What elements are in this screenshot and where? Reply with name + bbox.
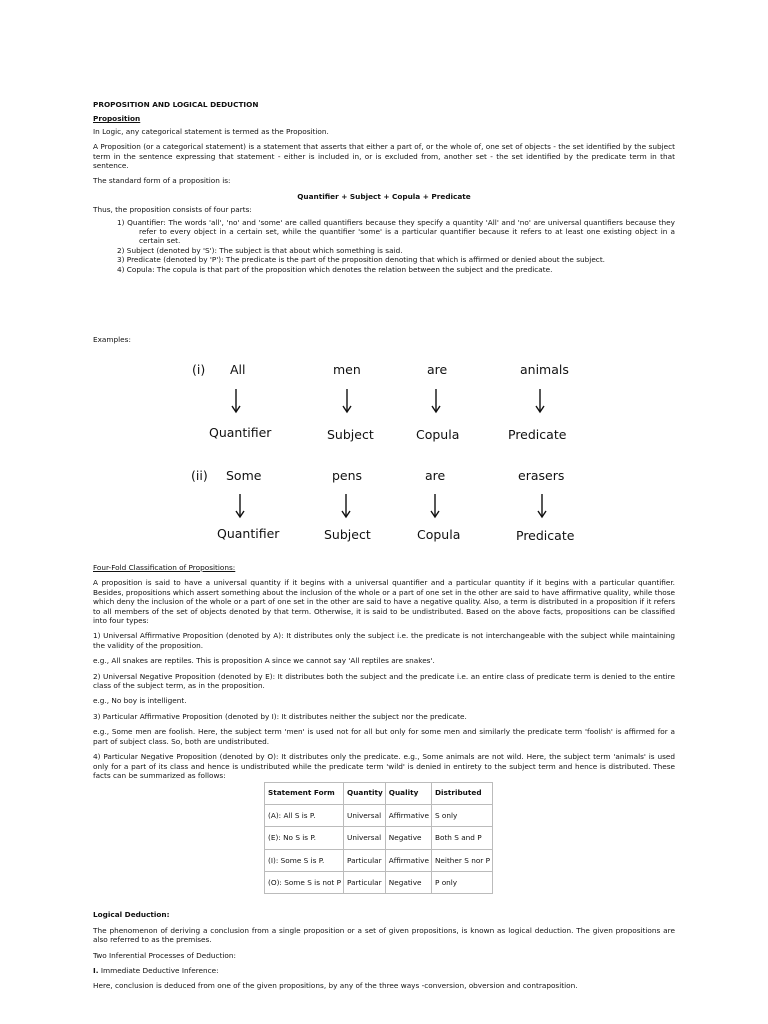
fourfold-intro: A proposition is said to have a universal quantity if it begins with a universal quantifier and a particular quantity if it begins with a particular quantifier. Besides, propositions which assert something about the inclusion of the whole or a part of one set in the other are said to have affirmative quality, while those which deny the inclusion of the whole or a part of one set in the other are said to have a negative quality. Also, a term is distributed in a proposition if it refers to all members of the set of objects denoted by that term. Otherwise, it is said to be undistributed. Based on the above facts, propositions can be classified into four types: <box>93 578 675 626</box>
table-cell: (A): All S is P. <box>265 804 344 826</box>
example-role: Copula <box>416 427 460 442</box>
examples-label: Examples: <box>93 335 131 344</box>
table-header-row <box>265 783 493 804</box>
table-header: Statement Form <box>265 783 344 804</box>
table-cell: (I): Some S is P. <box>265 849 344 871</box>
example-role: Quantifier <box>209 425 272 440</box>
immediate-paragraph: Here, conclusion is deduced from one of the given propositions, by any of the three ways -conversion, obversion and contraposition. <box>93 981 578 991</box>
example-role: Predicate <box>508 427 567 442</box>
parts-list <box>117 218 675 274</box>
type-example: e.g., No boy is intelligent. <box>93 696 187 706</box>
example-role: Subject <box>324 527 371 542</box>
example-role: Predicate <box>516 528 575 543</box>
type-description: 1) Universal Affirmative Proposition (denoted by A): It distributes only the subject i.e. the predicate is not interchangeable with the subject while maintaining the validity of the proposition. <box>93 631 675 650</box>
down-arrow-icon <box>339 493 353 519</box>
table-row <box>265 849 493 871</box>
table-cell: Particular <box>344 871 386 893</box>
example-role: Copula <box>417 527 461 542</box>
example-word: Some <box>226 468 262 483</box>
table-header: Distributed <box>431 783 492 804</box>
down-arrow-icon <box>533 388 547 414</box>
table-cell: (E): No S is P. <box>265 827 344 849</box>
immediate-number: I. <box>93 965 99 975</box>
table-row <box>265 871 493 893</box>
part-item: 3) Predicate (denoted by 'P'): The predicate is the part of the proposition denoting that which is affirmed or denied about the subject. <box>117 255 605 265</box>
table-cell: Negative <box>385 871 431 893</box>
page-title: PROPOSITION AND LOGICAL DEDUCTION <box>93 100 259 109</box>
down-arrow-icon <box>233 493 247 519</box>
table-cell: S only <box>431 804 492 826</box>
definition-paragraph: A Proposition (or a categorical statement) is a statement that asserts that either a part of, or the whole of, one set of objects - the set identified by the subject term in the sentence expressing that statement - either is included in, or is excluded from, another set - the set identified by the predicate term in that sentence. <box>93 142 675 171</box>
deduction-paragraph: The phenomenon of deriving a conclusion from a single proposition or a set of given propositions, is known as logical deduction. The given propositions are also referred to as the premises. <box>93 925 675 945</box>
table-cell: Particular <box>344 849 386 871</box>
table-cell: Neither S nor P <box>431 849 492 871</box>
table-header: Quantity <box>344 783 386 804</box>
summary-table <box>264 782 493 894</box>
fourfold-heading: Four-Fold Classification of Propositions: <box>93 563 236 572</box>
table-cell: Negative <box>385 827 431 849</box>
example-word: animals <box>520 362 569 377</box>
immediate-label: Immediate Deductive Inference: <box>98 965 219 975</box>
table-cell: Affirmative <box>385 804 431 826</box>
example-word: pens <box>332 468 363 483</box>
example-number: (i) <box>192 362 206 377</box>
part-item: 2) Subject (denoted by 'S'): The subject is that about which something is said. <box>117 245 403 255</box>
down-arrow-icon <box>229 388 243 414</box>
type-description: 3) Particular Affirmative Proposition (denoted by I): It distributes neither the subject nor the predicate. <box>93 711 467 721</box>
standard-form-formula: Quantifier + Subject + Copula + Predicate <box>297 191 471 201</box>
processes-intro: Two Inferential Processes of Deduction: <box>93 950 236 960</box>
down-arrow-icon <box>535 493 549 519</box>
part-item: 4) Copula: The copula is that part of the proposition which denotes the relation between the subject and the predicate. <box>117 264 553 274</box>
parts-intro: Thus, the proposition consists of four parts: <box>93 205 252 215</box>
example-role: Subject <box>327 427 374 442</box>
deduction-heading: Logical Deduction: <box>93 910 170 920</box>
table-row <box>265 804 493 826</box>
lower-section <box>93 563 675 997</box>
down-arrow-icon <box>340 388 354 414</box>
intro-paragraph: In Logic, any categorical statement is termed as the Proposition. <box>93 126 329 136</box>
immediate-heading <box>93 966 675 975</box>
example-word: men <box>333 362 361 377</box>
table-cell: Universal <box>344 827 386 849</box>
type-description: 4) Particular Negative Proposition (denoted by O): It distributes only the predicate. e.g., Some animals are not wild. Here, the subject term 'animals' is used only for a part of its class and hence is undistributed while the predicate term 'wild' is denied in entirety to the subject term and hence is distributed. These facts can be summarized as follows: <box>93 752 675 780</box>
table-row <box>265 827 493 849</box>
example-word: erasers <box>518 468 565 483</box>
example-role: Quantifier <box>217 526 280 541</box>
table-cell: Both S and P <box>431 827 492 849</box>
table-cell: P only <box>431 871 492 893</box>
part-item: 1) Quantifier: The words 'all', 'no' and 'some' are called quantifiers because they specify a quantity 'All' and 'no' are universal quantifiers because they refer to every object in a certain set, while the quantifier 'some' is a particular quantifier because it refers to at least one existing object in a certain set. <box>117 217 675 246</box>
upper-section <box>93 100 675 274</box>
example-word: are <box>427 362 448 377</box>
type-example: e.g., Some men are foolish. Here, the subject term 'men' is used not for all but only for some men and similarly the predicate term 'foolish' is affirmed for a part of subject class. So, both are undistributed. <box>93 727 675 746</box>
table-cell: Affirmative <box>385 849 431 871</box>
example-number: (ii) <box>191 468 208 483</box>
example-word: are <box>425 468 446 483</box>
table-cell: (O): Some S is not P <box>265 871 344 893</box>
type-example: e.g., All snakes are reptiles. This is proposition A since we cannot say 'All reptiles are snakes'. <box>93 656 435 666</box>
standard-form-intro: The standard form of a proposition is: <box>93 176 231 186</box>
section-heading-proposition: Proposition <box>93 114 141 124</box>
table-cell: Universal <box>344 804 386 826</box>
down-arrow-icon <box>428 493 442 519</box>
down-arrow-icon <box>429 388 443 414</box>
example-word: All <box>230 362 246 377</box>
type-description: 2) Universal Negative Proposition (denoted by E): It distributes both the subject and the predicate i.e. an entire class of predicate term is denied to the entire class of the subject term, as in the proposition. <box>93 671 675 691</box>
table-header: Quality <box>385 783 431 804</box>
